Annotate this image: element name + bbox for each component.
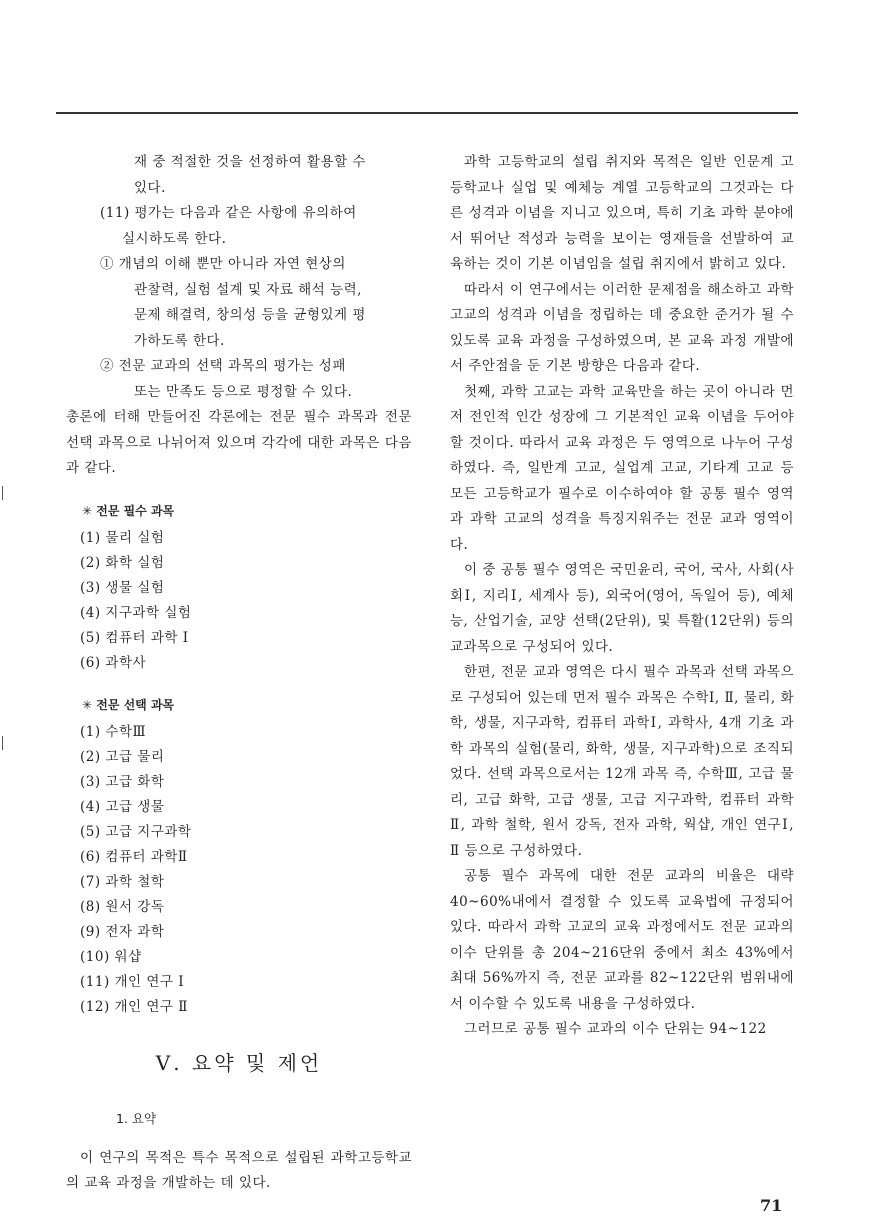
sub-item-2-line: 또는 만족도 등으로 평정할 수 있다.	[134, 383, 353, 400]
list-item: (10) 워샵	[80, 948, 142, 965]
list-item: (4) 고급 생물	[80, 798, 165, 815]
body-paragraph: 과학 고등학교의 설립 취지와 목적은 일반 인문계 고등학교나 실업 및 예체능 계열 고등학교의 그것과는 다른 성격과 이념을 지니고 있으며, 특히 기초 과학 분야에서 뛰어난 적성과 능력을 보이는 영재들을 선발하여 교육하는 것이 기본 이념임을 설립 취지에서 밝히고 있다.	[450, 154, 794, 272]
list-item: (8) 원서 강독	[80, 898, 165, 915]
page-number: 71	[760, 1196, 783, 1215]
sub-item-1-line: 가하도록 한다.	[134, 332, 225, 349]
continued-line: 재 중 적절한 것을 선정하여 활용할 수	[134, 154, 366, 170]
left-column	[66, 150, 412, 1197]
elective-courses-heading: ✳ 전문 선택 과목	[82, 697, 175, 712]
list-item: (9) 전자 과학	[80, 923, 165, 940]
list-item: (3) 생물 실험	[80, 579, 165, 596]
list-item: (12) 개인 연구 Ⅱ	[80, 998, 188, 1015]
list-item: (5) 고급 지구과학	[80, 823, 192, 840]
body-paragraph: 이 중 공통 필수 영역은 국민윤리, 국어, 국사, 사회(사회Ⅰ, 지리Ⅰ, 세계사 등), 외국어(영어, 독일어 등), 예체능, 산업기술, 교양 선택(2단위), 및 특활(12단위) 등의 교과목으로 구성되어 있다.	[450, 562, 794, 655]
list-item: (4) 지구과학 실험	[80, 604, 192, 621]
sub-item-1-line: 문제 해결력, 창의성 등을 균형있게 평	[134, 307, 366, 323]
list-item: (2) 고급 물리	[80, 748, 165, 765]
body-paragraph: 그러므로 공통 필수 교과의 이수 단위는 94~122	[464, 1021, 767, 1037]
body-paragraph: 한편, 전문 교과 영역은 다시 필수 과목과 선택 과목으로 구성되어 있는데 먼저 필수 과목은 수학Ⅰ, Ⅱ, 물리, 화학, 생물, 지구과학, 컴퓨터 과학Ⅰ, 과학사, 4개 기초 과학 과목의 실험(물리, 화학, 생물, 지구과학)으로 조직되었다. 선택 과목으로서는 12개 과목 즉, 수학Ⅲ, 고급 물리, 고급 화학, 고급 생물, 고급 지구과학, 컴퓨터 과학 Ⅱ, 과학 철학, 원서 강독, 전자 과학, 웍샵, 개인 연구Ⅰ, Ⅱ 등으로 구성하였다.	[450, 664, 794, 859]
right-column	[450, 150, 794, 1043]
intro-paragraph: 총론에 터해 만들어진 각론에는 전문 필수 과목과 전문 선택 과목으로 나뉘어져 있으며 각각에 대한 과목은 다음과 같다.	[66, 409, 412, 476]
body-paragraph: 따라서 이 연구에서는 이러한 문제점을 해소하고 과학 고교의 성격과 이념을 정립하는 데 중요한 준거가 될 수 있도록 교육 과정을 구성하였으며, 본 교육 과정 개발에서 주안점을 둔 기본 방향은 다음과 같다.	[450, 281, 794, 374]
elective-courses-list	[66, 720, 412, 1020]
item-11: (11) 평가는 다음과 같은 사항에 유의하여	[100, 205, 357, 221]
continued-line: 있다.	[134, 179, 166, 196]
list-item: (7) 과학 철학	[80, 873, 165, 890]
sub-item-1-line: 관찰력, 실험 설계 및 자료 해석 능력,	[134, 281, 362, 298]
sub-item-1: ① 개념의 이해 뿐만 아니라 자연 현상의	[100, 256, 346, 272]
header-rule	[56, 112, 798, 114]
body-paragraph: 첫째, 과학 고교는 과학 교육만을 하는 곳이 아니라 먼저 전인적 인간 성장에 그 기본적인 교육 이념을 두어야 할 것이다. 따라서 교육 과정은 두 영역으로 나누어 구성하였다. 즉, 일반계 고교, 실업계 고교, 기타계 고교 등 모든 고등학교가 필수로 이수하여야 할 공통 필수 영역과 과학 고교의 성격을 특징지워주는 전문 교과 영역이다.	[450, 383, 794, 553]
list-item: (6) 과학사	[80, 654, 147, 671]
list-item: (11) 개인 연구 Ⅰ	[80, 973, 185, 990]
list-item: (5) 컴퓨터 과학 Ⅰ	[80, 629, 189, 646]
summary-paragraph: 이 연구의 목적은 특수 목적으로 설립된 과학고등학교의 교육 과정을 개발하는 데 있다.	[66, 1149, 412, 1191]
list-item: (6) 컴퓨터 과학Ⅱ	[80, 848, 188, 865]
subsection-heading: 1. 요약	[116, 1110, 157, 1126]
margin-mark	[2, 486, 3, 500]
list-item: (2) 화학 실험	[80, 554, 165, 571]
margin-mark	[2, 736, 3, 750]
required-courses-list	[66, 526, 412, 676]
list-item: (1) 물리 실험	[80, 529, 165, 546]
list-item: (3) 고급 화학	[80, 773, 165, 790]
section-title: Ⅴ. 요약 및 제언	[155, 1050, 323, 1075]
required-courses-heading: ✳ 전문 필수 과목	[82, 503, 175, 518]
item-11-cont: 실시하도록 한다.	[122, 230, 227, 247]
body-paragraph: 공통 필수 과목에 대한 전문 교과의 비율은 대략 40~60%내에서 결정할 수 있도록 교육법에 규정되어 있다. 따라서 과학 고교의 교육 과정에서도 전문 교과의 이수 단위를 총 204~216단위 중에서 최소 43%에서 최대 56%까지 즉, 전문 교과를 82~122단위 범위내에서 이수할 수 있도록 내용을 구성하였다.	[450, 868, 794, 1012]
sub-item-2: ② 전문 교과의 선택 과목의 평가는 성패	[100, 358, 346, 374]
list-item: (1) 수학Ⅲ	[80, 723, 147, 740]
